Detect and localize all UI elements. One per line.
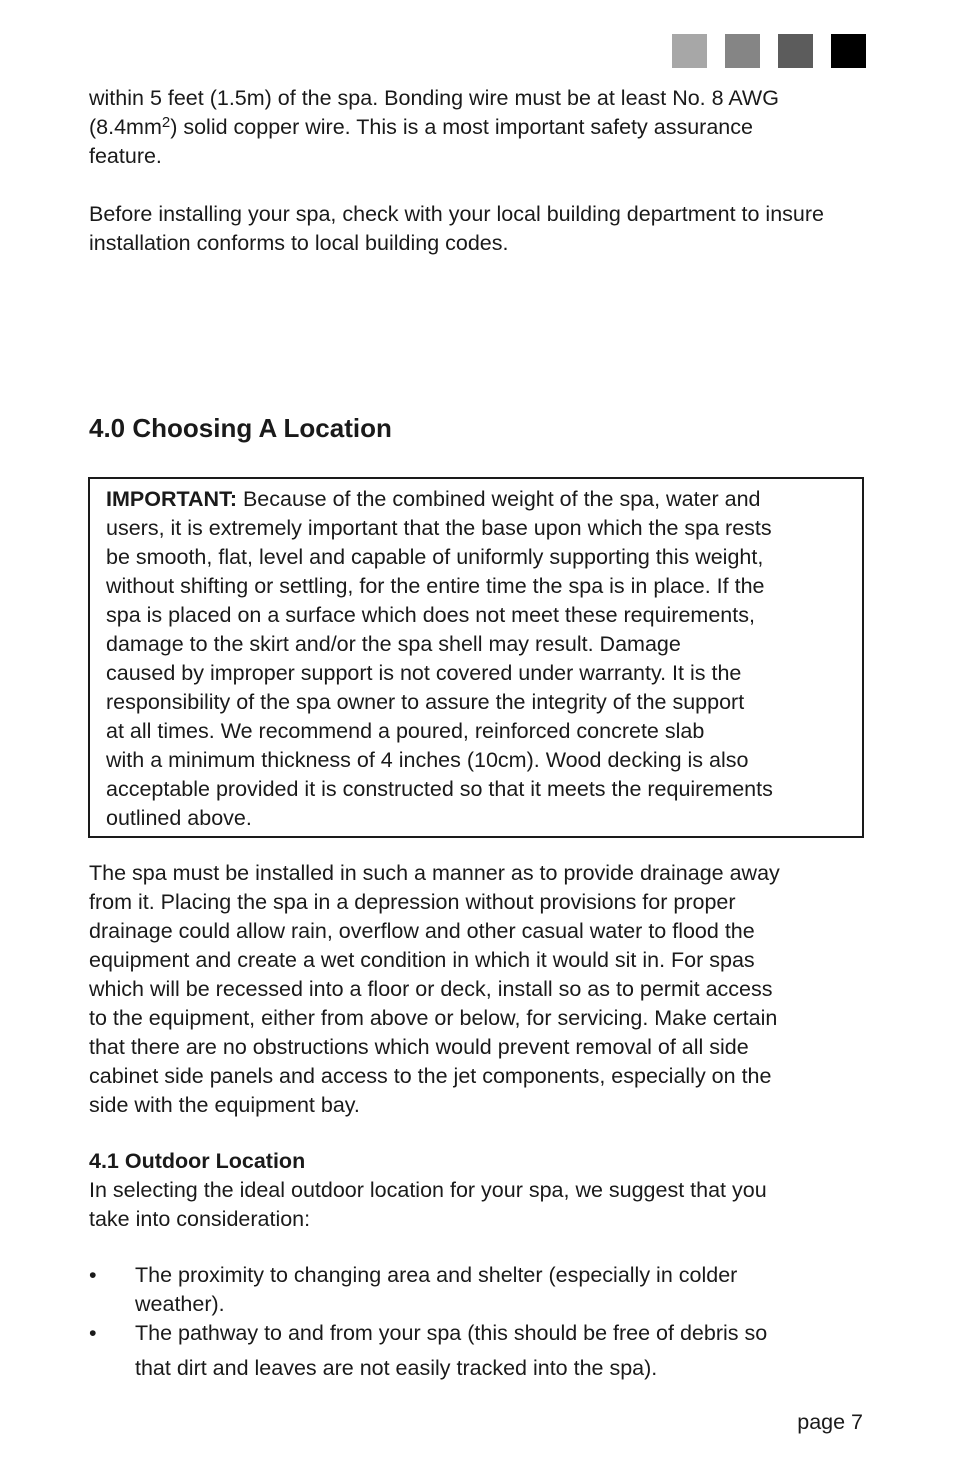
text-line: The spa must be installed in such a manner as to provide drainage away <box>89 861 780 885</box>
text-line: that there are no obstructions which would prevent removal of all side <box>89 1035 749 1059</box>
drainage-paragraph <box>89 859 879 1120</box>
text-line: at all times. We recommend a poured, reinforced concrete slab <box>106 719 705 743</box>
text-line: that dirt and leaves are not easily tracked into the spa). <box>135 1356 658 1380</box>
text-line: cabinet side panels and access to the jet components, especially on the <box>89 1064 772 1088</box>
subsection-heading: 4.1 Outdoor Location <box>89 1149 306 1173</box>
header-square-light <box>672 34 707 68</box>
text-line: responsibility of the spa owner to assure the integrity of the support <box>106 690 745 714</box>
text-line: be smooth, flat, level and capable of uniformly supporting this weight, <box>106 545 764 569</box>
text-line: spa is placed on a surface which does not meet these requirements, <box>106 603 755 627</box>
building-codes-paragraph: Before installing your spa, check with your local building department to insure installation conforms to local building codes. <box>89 202 824 255</box>
text-line: ) solid copper wire. This is a most important safety assurance <box>170 115 753 139</box>
page-number: page 7 <box>797 1410 863 1434</box>
text-line: within 5 feet (1.5m) of the spa. Bonding wire must be at least No. 8 AWG <box>89 86 779 110</box>
text-line: which will be recessed into a floor or deck, install so as to permit access <box>89 977 773 1001</box>
text-line: Because of the combined weight of the spa, water and <box>236 487 761 511</box>
bullet-marker: • <box>89 1263 97 1287</box>
text-line: damage to the skirt and/or the spa shell may result. Damage <box>106 632 681 656</box>
important-notice-box <box>88 477 864 838</box>
text-line: without shifting or settling, for the entire time the spa is in place. If the <box>106 574 765 598</box>
bonding-wire-paragraph <box>89 84 879 171</box>
text-line: (8.4mm <box>89 115 162 139</box>
text-line: In selecting the ideal outdoor location for your spa, we suggest that you <box>89 1178 767 1202</box>
important-label: IMPORTANT: <box>106 487 237 511</box>
bullet-text <box>135 1261 865 1319</box>
text-line: acceptable provided it is constructed so that it meets the requirements <box>106 777 773 801</box>
header-square-dark <box>778 34 813 68</box>
bullet-marker: • <box>89 1321 97 1345</box>
text-line: with a minimum thickness of 4 inches (10cm). Wood decking is also <box>106 748 749 772</box>
text-line: The pathway to and from your spa (this should be free of debris so <box>135 1321 768 1345</box>
superscript: 2 <box>161 114 171 131</box>
important-notice-text <box>106 485 858 833</box>
text-line: The proximity to changing area and shelter (especially in colder <box>135 1263 738 1287</box>
text-line: to the equipment, either from above or below, for servicing. Make certain <box>89 1006 778 1030</box>
text-line: equipment and create a wet condition in which it would sit in. For spas <box>89 948 755 972</box>
section-heading: 4.0 Choosing A Location <box>89 413 392 443</box>
header-square-mid <box>725 34 760 68</box>
text-line: caused by improper support is not covered under warranty. It is the <box>106 661 742 685</box>
text-line: feature. <box>89 144 162 168</box>
text-line: users, it is extremely important that the base upon which the spa rests <box>106 516 772 540</box>
outdoor-intro-paragraph <box>89 1176 879 1234</box>
text-line: take into consideration: <box>89 1207 311 1231</box>
text-line: side with the equipment bay. <box>89 1093 360 1117</box>
text-line: outlined above. <box>106 806 252 830</box>
text-line: drainage could allow rain, overflow and other casual water to flood the <box>89 919 755 943</box>
header-square-black <box>831 34 866 68</box>
text-line: from it. Placing the spa in a depression without provisions for proper <box>89 890 736 914</box>
bullet-text <box>135 1316 865 1386</box>
text-line: weather). <box>135 1292 225 1316</box>
